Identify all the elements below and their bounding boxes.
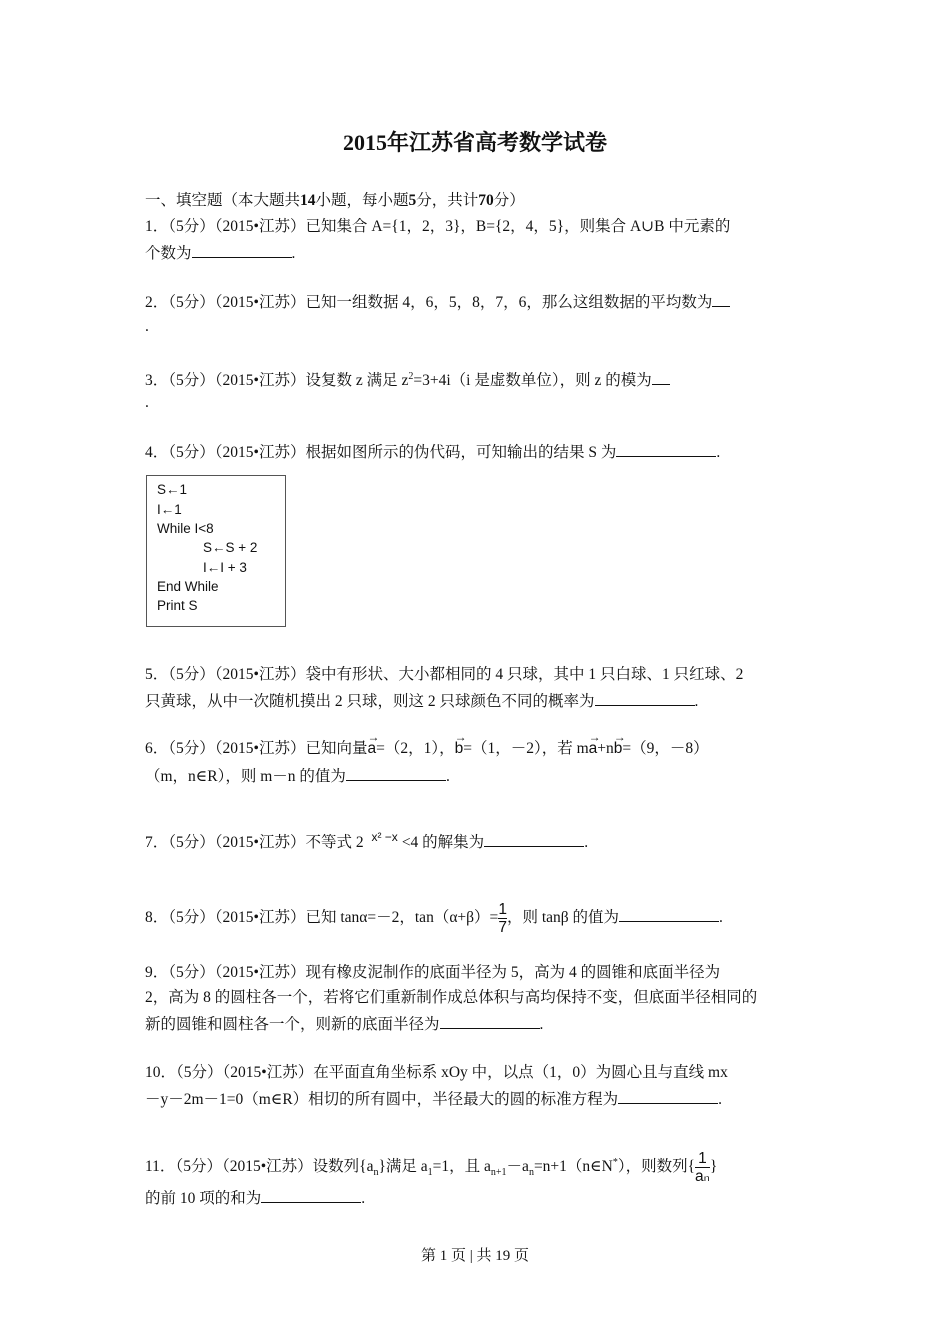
- answer-blank[interactable]: [346, 765, 446, 781]
- question-source: （5分）（2015•江苏）: [168, 294, 306, 311]
- vector-a: → a: [367, 739, 376, 759]
- answer-blank[interactable]: [618, 1088, 718, 1104]
- answer-blank[interactable]: [192, 242, 292, 258]
- answer-blank[interactable]: [652, 369, 670, 385]
- question-1: [145, 217, 730, 237]
- question-6: [145, 739, 709, 759]
- exponent: x² −x: [371, 830, 398, 844]
- t: }满足 a: [378, 1158, 428, 1176]
- t: 一、填空题（本大题共: [145, 192, 301, 209]
- t: n: [373, 1167, 379, 1179]
- denominator: aₙ: [695, 1168, 710, 1185]
- t: 1: [427, 1167, 433, 1179]
- t: .: [584, 834, 589, 852]
- t: ），则数列{: [617, 1158, 696, 1176]
- question-number: 8．: [145, 909, 169, 927]
- vector-a: → a: [589, 739, 598, 759]
- answer-blank[interactable]: [440, 1013, 540, 1029]
- question-source: （5分）（2015•江苏）: [168, 834, 306, 852]
- code-line: While I<8: [157, 521, 214, 536]
- t: n: [528, 1167, 534, 1179]
- answer-blank[interactable]: [619, 906, 719, 922]
- superscript: 2: [408, 371, 414, 382]
- question-number: 5．: [145, 666, 169, 683]
- question-source: （5分）（2015•江苏）: [175, 1158, 313, 1176]
- question-number: 2．: [145, 294, 169, 311]
- question-1-line2: [145, 242, 295, 264]
- question-source: （5分）（2015•江苏）: [168, 964, 306, 981]
- question-11-line2: [145, 1187, 365, 1209]
- t: =n+1（n∈N: [533, 1158, 613, 1176]
- question-number: 9．: [145, 964, 169, 981]
- question-4: [145, 441, 720, 463]
- t: .: [445, 768, 450, 785]
- t: 分）: [493, 192, 525, 209]
- question-end: .: [145, 318, 149, 335]
- t: －a: [506, 1158, 529, 1176]
- t: .: [291, 245, 296, 262]
- question-text: 只黄球，从中一次随机摸出 2 只球，则这 2 只球颜色不同的概率为: [145, 693, 595, 710]
- question-text: 2，高为 8 的圆柱各一个，若将它们重新制作成总体积与高均保持不变，但底面半径相同的: [145, 989, 758, 1006]
- question-number: 4．: [145, 444, 169, 461]
- question-text: ，则 tanβ 的值为: [506, 909, 620, 927]
- t: 5: [408, 192, 417, 209]
- question-number: 1．: [145, 218, 169, 235]
- answer-blank[interactable]: [616, 441, 716, 457]
- question-11: [145, 1150, 717, 1185]
- question-source: （5分）（2015•江苏）: [168, 666, 306, 683]
- t: *: [612, 1156, 618, 1168]
- question-text: +n: [597, 740, 614, 757]
- code-line: I←1: [157, 502, 182, 517]
- question-5-line2: [145, 690, 698, 712]
- question-text: 袋中有形状、大小都相同的 4 只球，其中 1 只白球、1 只红球、2: [305, 666, 744, 683]
- code-line: S←1: [157, 482, 188, 497]
- question-number: 3．: [145, 372, 169, 390]
- t: .: [716, 444, 721, 461]
- numerator: 1: [498, 901, 507, 918]
- question-10: [145, 1063, 728, 1083]
- t: .: [719, 909, 723, 927]
- question-number: 10．: [145, 1064, 177, 1081]
- code-line: I←I + 3: [203, 560, 247, 575]
- question-text: 已知集合 A={1，2，3}，B={2，4，5}，则集合 A∪B 中元素的: [305, 218, 731, 235]
- question-number: 11．: [145, 1158, 176, 1176]
- answer-blank[interactable]: [712, 291, 730, 307]
- fraction: [498, 901, 507, 936]
- t: }: [709, 1158, 718, 1176]
- question-text: 的前 10 项的和为: [145, 1190, 262, 1207]
- denominator: 7: [498, 919, 507, 936]
- question-text: 根据如图所示的伪代码，可知输出的结果 S 为: [305, 444, 617, 461]
- question-source: （5分）（2015•江苏）: [168, 909, 306, 927]
- question-text: =（1，－2），若 m: [463, 740, 589, 757]
- t: .: [694, 693, 699, 710]
- vector-b: → b: [614, 739, 623, 759]
- question-source: （5分）（2015•江苏）: [176, 1064, 314, 1081]
- question-number: 7．: [145, 834, 169, 852]
- answer-blank[interactable]: [484, 831, 584, 847]
- question-text: 已知 tanα=－2，tan（α+β）=: [305, 909, 499, 927]
- pseudocode-box: [146, 475, 286, 627]
- question-text: 在平面直角坐标系 xOy 中，以点（1，0）为圆心且与直线 mx: [313, 1064, 728, 1081]
- answer-blank[interactable]: [261, 1187, 361, 1203]
- t: .: [718, 1091, 723, 1108]
- code-line: S←S + 2: [203, 540, 258, 555]
- question-text: 个数为: [145, 245, 192, 262]
- page-footer: 第 1 页 | 共 19 页: [420, 1248, 529, 1264]
- t: 分，共计: [416, 192, 479, 209]
- question-text: <4 的解集为: [401, 834, 485, 852]
- question-3: [145, 367, 670, 391]
- question-text: 已知一组数据 4，6，5，8，7，6，那么这组数据的平均数为: [305, 294, 713, 311]
- question-end: .: [145, 394, 149, 411]
- vector-b: → b: [455, 739, 464, 759]
- code-line: End While: [157, 579, 219, 594]
- question-2: [145, 291, 730, 313]
- t: .: [539, 1016, 544, 1033]
- question-text: 不等式 2: [305, 834, 364, 852]
- section-heading: [145, 191, 525, 211]
- t: 设数列{a: [312, 1158, 374, 1176]
- answer-blank[interactable]: [595, 690, 695, 706]
- code-line: Print S: [157, 598, 198, 613]
- question-source: （5分）（2015•江苏）: [168, 372, 306, 390]
- question-6-line2: [145, 765, 450, 787]
- question-source: （5分）（2015•江苏）: [168, 444, 306, 461]
- question-8: [145, 901, 723, 936]
- question-9: [145, 963, 720, 983]
- question-source: （5分）（2015•江苏）: [168, 740, 306, 757]
- t: 小题，每小题: [315, 192, 409, 209]
- t: .: [361, 1190, 366, 1207]
- question-text: 设复数 z 满足 z: [305, 372, 409, 390]
- t: =1，且 a: [432, 1158, 491, 1176]
- question-text: =3+4i（i 是虚数单位），则 z 的模为: [413, 372, 652, 390]
- t: 70: [478, 192, 494, 209]
- page-title: 2015年江苏省高考数学试卷: [342, 130, 607, 155]
- question-text: －y－2m－1=0（m∈R）相切的所有圆中，半径最大的圆的标准方程为: [145, 1091, 619, 1108]
- question-text: （m，n∈R），则 m－n 的值为: [145, 768, 346, 785]
- numerator: 1: [695, 1150, 710, 1168]
- fraction: [695, 1150, 710, 1185]
- question-source: （5分）（2015•江苏）: [168, 218, 306, 235]
- question-number: 6．: [145, 740, 169, 757]
- question-text: 新的圆锥和圆柱各一个，则新的底面半径为: [145, 1016, 440, 1033]
- t: n+1: [490, 1167, 507, 1179]
- question-5: [145, 665, 743, 685]
- question-9-line3: [145, 1013, 543, 1035]
- question-text: 已知向量: [305, 740, 368, 757]
- question-text: 现有橡皮泥制作的底面半径为 5，高为 4 的圆锥和底面半径为: [305, 964, 721, 981]
- question-text: =（9，－8）: [622, 740, 709, 757]
- t: 14: [300, 192, 316, 209]
- question-7: [145, 827, 588, 853]
- question-10-line2: [145, 1088, 722, 1110]
- question-text: =（2，1），: [376, 740, 455, 757]
